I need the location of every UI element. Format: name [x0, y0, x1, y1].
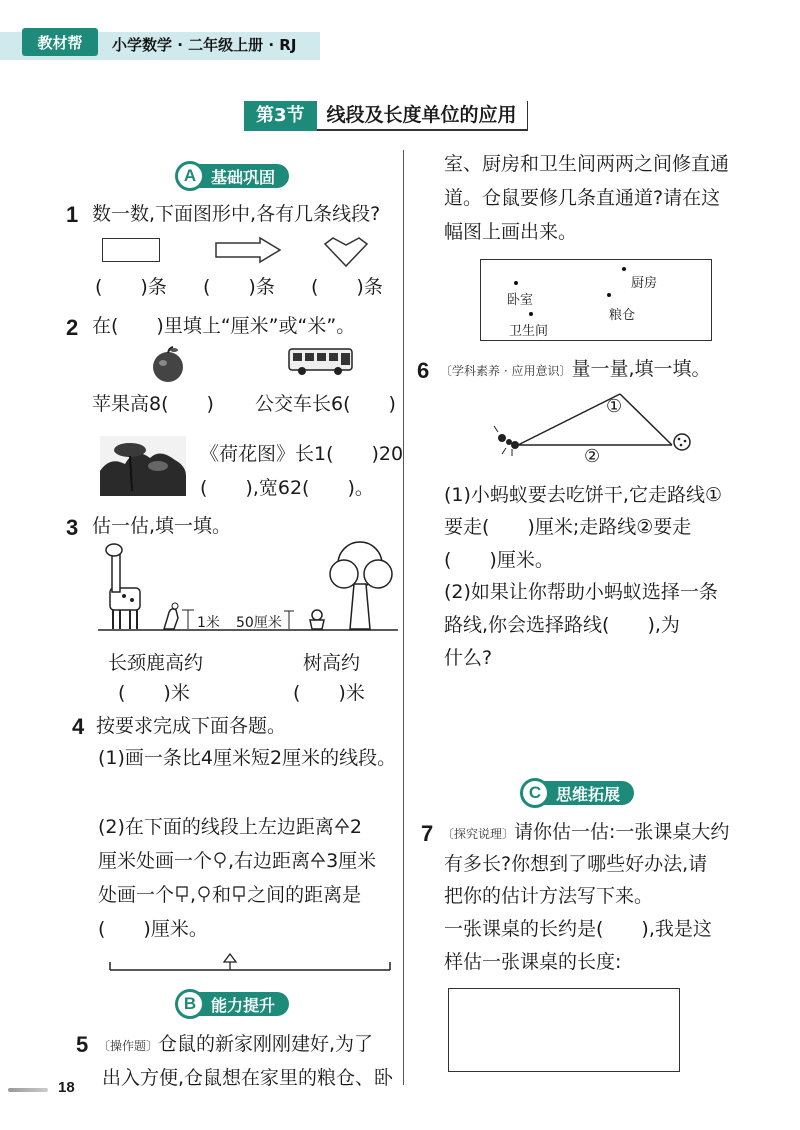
header-bar	[0, 28, 320, 62]
q7-answer-box[interactable]	[448, 988, 680, 1072]
granary-dot	[607, 293, 611, 297]
q7-tag: 〔探究说理〕	[442, 827, 515, 841]
badge-c-label: 思维拓展	[540, 781, 634, 805]
q2-lotus-line2[interactable]: ( ),宽62( )。	[200, 477, 374, 499]
q7-line5: 样估一张课桌的长度:	[444, 951, 622, 973]
lotus-painting-image	[100, 436, 186, 496]
granary-label: 粮仓	[609, 308, 636, 323]
q6-p2-line2[interactable]: 路线,你会选择路线( ),为	[444, 614, 680, 636]
q5-tag: 〔操作题〕	[98, 1039, 159, 1053]
q2-apple-text[interactable]: 苹果高8( )	[92, 393, 214, 415]
triangle-mark-icon	[334, 817, 350, 835]
q1-heart-shape	[323, 236, 369, 268]
badge-a-label: 基础巩固	[195, 164, 289, 188]
q4-part1: (1)画一条比4厘米短2厘米的线段。	[98, 747, 397, 769]
q1-answer-2[interactable]: ( )条	[203, 276, 275, 298]
tree-answer[interactable]: ( )米	[293, 682, 365, 704]
q2-text: 在( )里填上“厘米”或“米”。	[92, 315, 356, 337]
q3-number: 3	[66, 515, 79, 540]
flower-pot-icon	[310, 610, 324, 629]
q7-number: 7	[421, 821, 434, 846]
q6-p1-line2[interactable]: 要走( )厘米;走路线②要走	[444, 516, 692, 538]
q5-line4: 道。仓鼠要修几条直通道?请在这	[444, 187, 721, 209]
badge-a-letter: A	[175, 161, 205, 191]
giraffe-answer[interactable]: ( )米	[118, 682, 190, 704]
q5-line2: 出入方便,仓鼠想在家里的粮仓、卧	[102, 1067, 394, 1089]
badge-improve	[175, 991, 289, 1017]
section-number: 第3节	[244, 101, 317, 131]
circle-mark-icon	[196, 885, 212, 903]
square-mark-icon	[231, 885, 247, 903]
badge-basic	[175, 163, 289, 189]
q7-line1: 〔探究说理〕请你估一估:一张课桌大约	[442, 821, 730, 843]
q1-text: 数一数,下面图形中,各有几条线段?	[92, 203, 381, 225]
bus-icon	[288, 347, 354, 377]
q7-line3: 把你的估计方法写下来。	[444, 885, 654, 907]
bedroom-dot	[514, 281, 518, 285]
q7-line4[interactable]: 一张课桌的长约是( ),我是这	[444, 918, 712, 940]
badge-extend	[520, 780, 634, 806]
kitchen-label: 厨房	[631, 276, 658, 291]
tree-label: 树高约	[303, 652, 361, 674]
q6-number: 6	[417, 358, 430, 383]
q6-p1-line3[interactable]: ( )厘米。	[444, 549, 554, 571]
q4-part2-line1: (2)在下面的线段上左边距离 2	[98, 816, 363, 838]
q6-p2-line3: 什么?	[444, 647, 493, 669]
header-subtitle: 小学数学 · 二年级上册 · RJ	[112, 36, 297, 54]
bathroom-label: 卫生间	[509, 324, 549, 339]
badge-c-letter: C	[520, 778, 550, 808]
q1-number: 1	[66, 202, 79, 227]
kitchen-dot	[622, 267, 626, 271]
kangaroo-icon	[164, 603, 178, 629]
circle-mark-icon	[212, 851, 228, 869]
q2-lotus-line1[interactable]: 《荷花图》长1( )20	[200, 443, 404, 465]
q4-line-segment[interactable]	[108, 950, 392, 978]
label-1m: 1米	[197, 615, 220, 631]
route2-label: ②	[584, 446, 601, 467]
badge-b-letter: B	[175, 989, 205, 1019]
footer-mark	[8, 1088, 48, 1092]
column-divider	[403, 150, 404, 1085]
page-number: 18	[58, 1079, 75, 1096]
q5-line3: 室、厨房和卫生间两两之间修直通	[444, 153, 730, 175]
bedroom-label: 卧室	[507, 293, 534, 308]
route1-label: ①	[606, 396, 623, 417]
q2-number: 2	[66, 315, 79, 340]
q5-line1: 〔操作题〕仓鼠的新家刚刚建好,为了	[98, 1033, 374, 1055]
section-name: 线段及长度单位的应用	[317, 101, 528, 131]
q4-number: 4	[72, 714, 85, 739]
q4-text: 按要求完成下面各题。	[96, 715, 287, 737]
q1-answer-1[interactable]: ( )条	[95, 276, 167, 298]
section-title	[244, 101, 528, 131]
q3-text: 估一估,填一填。	[92, 515, 232, 537]
cookie-icon	[674, 434, 690, 450]
giraffe-icon	[106, 544, 140, 629]
bathroom-dot	[529, 312, 533, 316]
q1-arrow-shape	[214, 236, 282, 264]
q4-part2-line4[interactable]: ( )厘米。	[98, 918, 208, 940]
triangle-mark-icon	[310, 851, 326, 869]
badge-b-label: 能力提升	[195, 992, 289, 1016]
q4-part2-line2: 厘米处画一个 ,右边距离 3厘米	[98, 850, 377, 872]
header-tag: 教材帮	[22, 28, 98, 56]
q1-rectangle-shape	[102, 238, 160, 262]
q6-p2-line1: (2)如果让你帮助小蚂蚁选择一条	[444, 581, 718, 603]
q1-answer-3[interactable]: ( )条	[311, 276, 383, 298]
q6-p1-line1: (1)小蚂蚁要去吃饼干,它走路线①	[444, 484, 722, 506]
q5-floor-plan[interactable]	[480, 259, 712, 341]
q6-tag: 〔学科素养 · 应用意识〕	[440, 364, 572, 378]
q7-line2: 有多长?你想到了哪些好办法,请	[444, 853, 708, 875]
q5-number: 5	[76, 1032, 89, 1057]
ant-icon	[494, 426, 519, 456]
apple-icon	[148, 344, 188, 384]
square-mark-icon	[174, 885, 190, 903]
q6-line: 〔学科素养 · 应用意识〕量一量,填一填。	[440, 358, 711, 380]
q5-line5: 幅图上画出来。	[444, 221, 578, 243]
tree-icon	[330, 542, 392, 629]
giraffe-label: 长颈鹿高约	[108, 652, 204, 674]
label-50cm: 50厘米	[236, 615, 282, 631]
q4-part2-line3: 处画一个 , 和 之间的距离是	[98, 884, 362, 906]
q2-bus-text[interactable]: 公交车长6( )	[255, 393, 396, 415]
